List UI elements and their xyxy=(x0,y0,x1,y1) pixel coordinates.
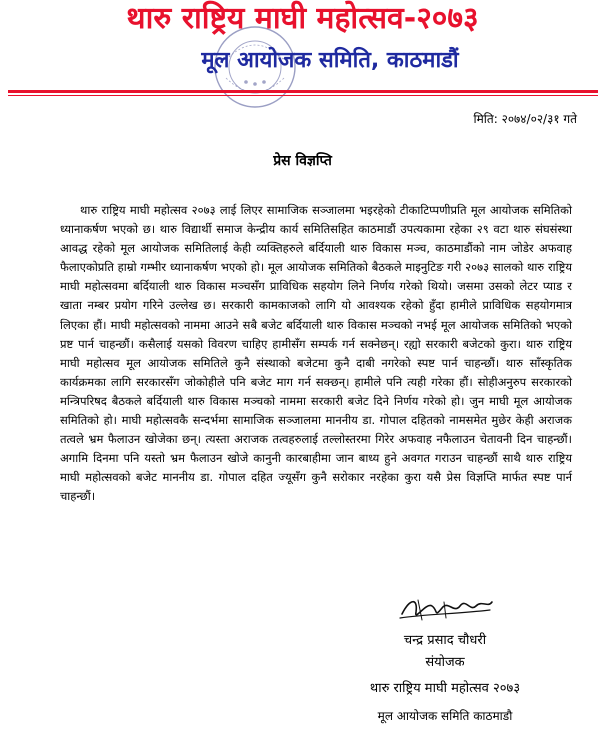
header-rule-thick xyxy=(8,90,598,93)
signatory-name: चन्द्र प्रसाद चौधरी xyxy=(403,633,487,648)
letterhead-title: थारु राष्ट्रिय माघी महोत्सव-२०७३ xyxy=(126,1,479,36)
date-line: मिति: २०७४/०२/३१ गते xyxy=(473,112,577,126)
header-rule-thin xyxy=(8,95,598,96)
signatory-role: संयोजक xyxy=(425,655,465,670)
press-release-heading: प्रेस विज्ञप्ति xyxy=(273,153,332,169)
handwritten-signature xyxy=(396,592,496,626)
signatory-organization: थारु राष्ट्रिय माघी महोत्सव २०७३ xyxy=(369,681,521,696)
press-release-body: थारु राष्ट्रिय माघी महोत्सव २०७३ लाई लिएर सामाजिक सञ्जालमा भइरहेको टीकाटिप्पणीप्रति मूल आयोजक समितिको ध्यानाकर्षण भएको छ। थारु विद्यार्थी समाज केन्द्रीय कार्य समितिसहित काठमाडौं उपत्यकामा रहेका २९ वटा थारु संघसंस्था आवद्ध रहेको मूल आयोजक समितिलाई केही व्यक्तिहरुले बर्दियाली थारु विकास मञ्च, काठमाडौंको नाम जोडेर अफवाह फैलाएकोप्रति हाम्रो गम्भीर ध्यानाकर्षण भएको हो। मूल आयोजक समितिको बैठकले माइनुटिङ गरी २०७३ सालको थारु राष्ट्रिय माघी महोत्सवमा बर्दियाली थारु विकास मञ्चसँग प्राविधिक सहयोग लिने निर्णय गरेको थियो। जसमा उसको लेटर प्याड र खाता नम्बर प्रयोग गरिने उल्लेख छ। सरकारी कामकाजको लागि यो आवश्यक रहेको हुँदा हामीले प्राविधिक सहयोगमात्र लिएका हौं। माघी महोत्सवको नाममा आउने सबै बजेट बर्दियाली थारु विकास मञ्चको नभई मूल आयोजक समितिको भएको प्रष्ट पार्न चाहन्छौं। कसैलाई यसको विवरण चाहिए हामीसँग सम्पर्क गर्न सक्नेछन्। रह्यो सरकारी बजेटको कुरा। थारु राष्ट्रिय माघी महोत्सव मूल आयोजक समितिले कुनै संस्थाको बजेटमा कुनै दाबी नगरेको स्पष्ट पार्न चाहन्छौं। थारु साँस्कृतिक कार्यक्रमका लागि सरकारसँग जोकोहीले पनि बजेट माग गर्न सक्छन्। हामीले पनि त्यही गरेका हौं। सोहीअनुरुप सरकारको मन्त्रिपरिषद बैठकले बर्दियाली थारु विकास मञ्चको नाममा सरकारी बजेट दिने निर्णय गरेको हो। जुन माघी मूल आयोजक समितिको हो। माघी महोत्सवकै सन्दर्भमा सामाजिक सञ्जालमा माननीय डा. गोपाल दहितको नामसमेत मुछेर केही अराजक तत्वले भ्रम फैलाउन खोजेका छन्। त्यस्ता अराजक तत्वहरुलाई तल्लोस्तरमा गिरेर अफवाह नफैलाउन चेतावनी दिन चाहन्छौं। अगामि दिनमा पनि यस्तो भ्रम फैलाउन खोजे कानुनी कारबाहीमा जान बाध्य हुने अवगत गराउन चाहन्छौं साथै थारु राष्ट्रिय माघी महोत्सवको बजेट माननीय डा. गोपाल दहित ज्यूसँग कुनै सरोकार नरहेका कुरा यसै प्रेस विज्ञप्ति मार्फत स्पष्ट पार्न चाहन्छौं। xyxy=(60,203,572,504)
letterhead-subtitle: मूल आयोजक समिति, काठमाडौं xyxy=(201,48,459,73)
signature-block xyxy=(300,630,590,726)
signatory-location: मूल आयोजक समिति काठमाडौ xyxy=(377,709,513,723)
